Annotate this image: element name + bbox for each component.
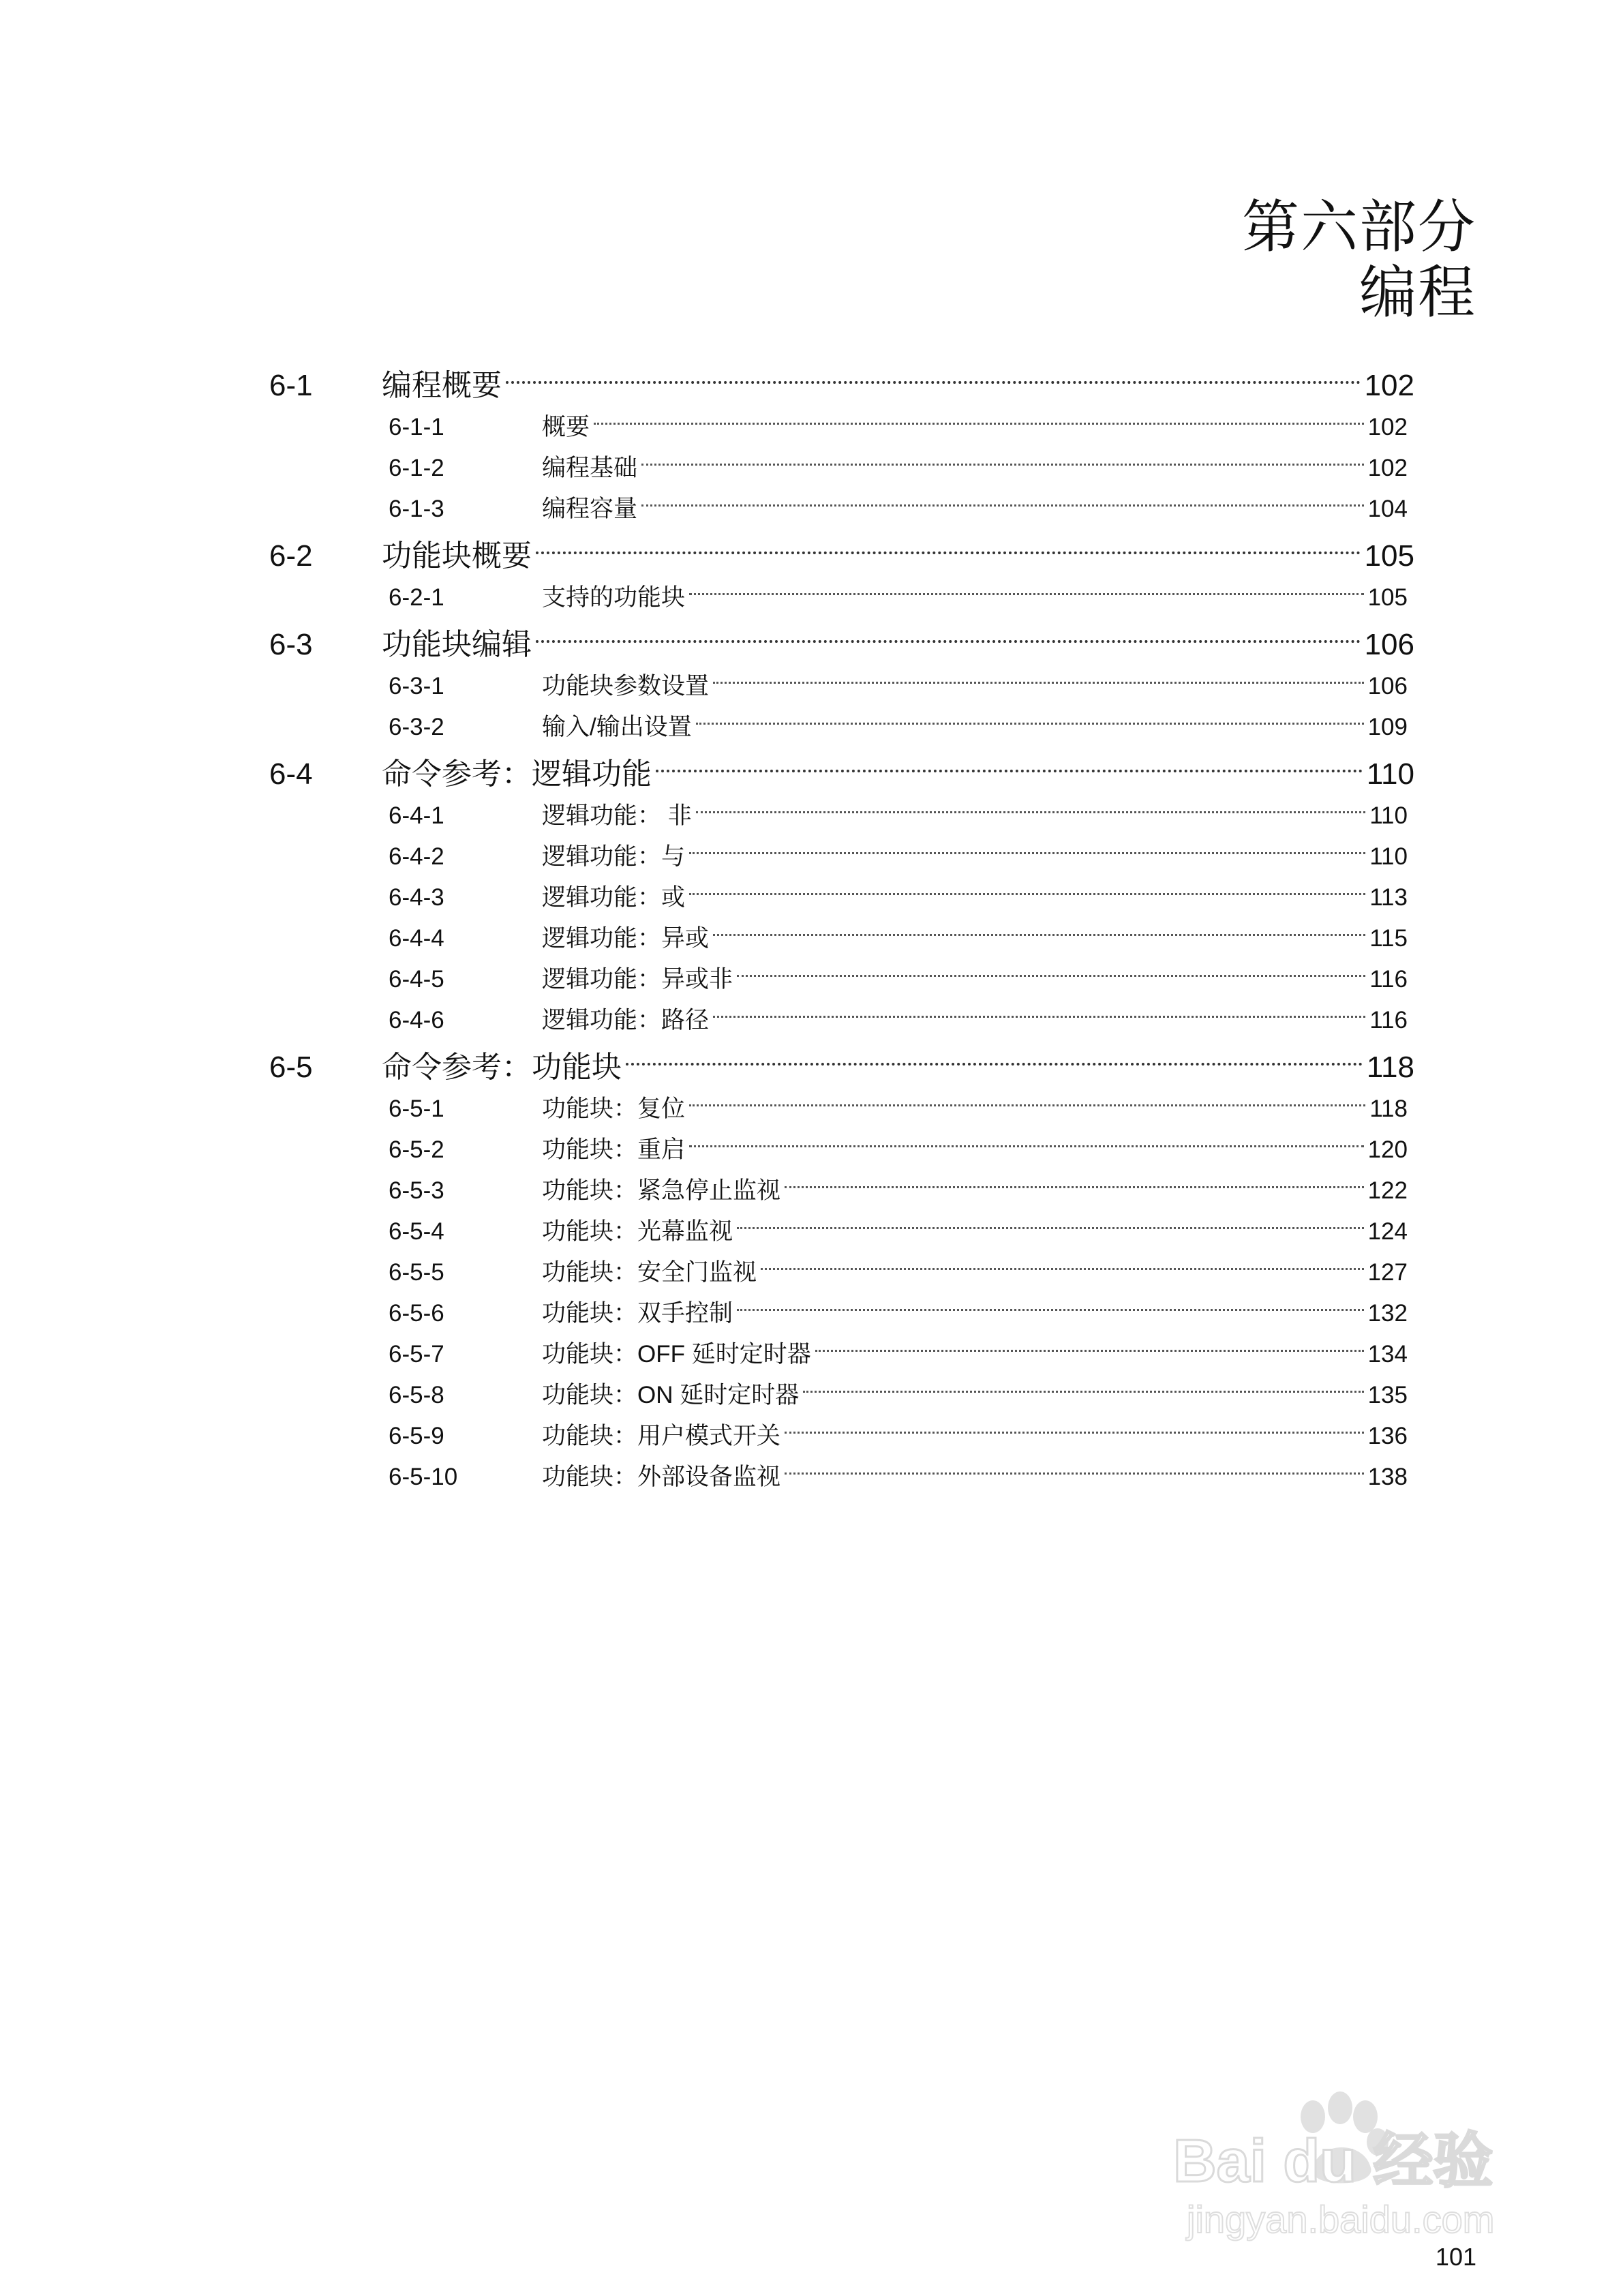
- section-page: 135: [1367, 1382, 1408, 1408]
- section-page: 102: [1367, 414, 1408, 440]
- section-page: 120: [1367, 1136, 1408, 1163]
- section-page: 110: [1369, 802, 1408, 829]
- leader-dots: [815, 1349, 1364, 1352]
- section-title: 逻辑功能：与: [542, 843, 686, 870]
- section-number: 6-5-4: [389, 1218, 444, 1245]
- toc-section[interactable]: [269, 1334, 1414, 1375]
- table-of-contents: [269, 365, 1414, 1498]
- toc-section[interactable]: [269, 836, 1414, 877]
- section-number: 6-5-9: [389, 1423, 444, 1449]
- section-page: 138: [1367, 1464, 1408, 1490]
- section-page: 136: [1367, 1423, 1408, 1449]
- toc-section[interactable]: [269, 1293, 1414, 1334]
- page-number: 101: [1435, 2243, 1476, 2271]
- leader-dots: [713, 681, 1364, 684]
- toc-section[interactable]: [269, 489, 1414, 530]
- toc-section[interactable]: [269, 1457, 1414, 1498]
- section-number: 6-4-1: [389, 802, 444, 829]
- toc-chapter[interactable]: [269, 1046, 1414, 1089]
- section-number: 6-5-8: [389, 1382, 444, 1408]
- section-page: 124: [1367, 1218, 1408, 1245]
- leader-dots: [737, 1226, 1364, 1229]
- toc-section[interactable]: [269, 1130, 1414, 1170]
- leader-dots: [785, 1431, 1364, 1434]
- watermark-url: jingyan.baidu.com: [1187, 2198, 1495, 2241]
- chapter-page: 105: [1364, 539, 1414, 573]
- toc-section[interactable]: [269, 707, 1414, 748]
- section-page: 109: [1367, 714, 1408, 740]
- chapter-title: 命令参考：逻辑功能: [382, 757, 652, 791]
- section-number: 6-2-1: [389, 584, 444, 611]
- toc-section[interactable]: [269, 577, 1414, 618]
- leader-dots: [689, 892, 1365, 895]
- chapter-page: 106: [1364, 628, 1414, 661]
- section-title: 功能块：安全门监视: [542, 1259, 757, 1286]
- section-page: 122: [1367, 1177, 1408, 1204]
- section-page: 116: [1369, 966, 1408, 993]
- section-page: 118: [1369, 1096, 1408, 1122]
- leader-dots: [689, 1145, 1364, 1147]
- section-number: 6-5-10: [389, 1464, 458, 1490]
- toc-section[interactable]: [269, 918, 1414, 959]
- section-page: 102: [1367, 455, 1408, 481]
- leader-dots: [713, 1015, 1365, 1018]
- toc-section[interactable]: [269, 666, 1414, 707]
- part-title-line1: 第六部分: [1241, 195, 1476, 259]
- section-page: 104: [1367, 496, 1408, 522]
- chapter-page: 110: [1366, 757, 1414, 791]
- section-number: 6-5-7: [389, 1341, 444, 1368]
- section-page: 105: [1367, 584, 1408, 611]
- leader-dots: [506, 380, 1361, 384]
- leader-dots: [689, 851, 1365, 854]
- section-page: 115: [1369, 925, 1408, 952]
- leader-dots: [536, 551, 1361, 554]
- section-page: 113: [1369, 884, 1408, 911]
- section-number: 6-1-2: [389, 455, 444, 481]
- leader-dots: [737, 974, 1365, 977]
- chapter-number: 6-4: [269, 757, 313, 791]
- chapter-title: 命令参考：功能块: [382, 1051, 622, 1084]
- section-title: 逻辑功能：异或非: [542, 966, 733, 993]
- section-title: 逻辑功能： 非: [542, 802, 692, 829]
- leader-dots: [785, 1185, 1364, 1188]
- section-title: 编程基础: [542, 455, 638, 481]
- leader-dots: [803, 1390, 1363, 1393]
- section-number: 6-3-1: [389, 673, 444, 699]
- section-page: 127: [1367, 1259, 1408, 1286]
- section-number: 6-4-4: [389, 925, 444, 952]
- chapter-page: 118: [1366, 1051, 1414, 1084]
- section-number: 6-1-1: [389, 414, 444, 440]
- section-number: 6-5-6: [389, 1300, 444, 1327]
- section-title: 输入/输出设置: [542, 714, 692, 740]
- leader-dots: [696, 811, 1365, 813]
- section-page: 106: [1367, 673, 1408, 699]
- leader-dots: [737, 1308, 1364, 1311]
- leader-dots: [713, 933, 1365, 936]
- section-title: 概要: [542, 414, 590, 440]
- toc-section[interactable]: [269, 1170, 1414, 1211]
- toc-section[interactable]: [269, 1252, 1414, 1293]
- section-title: 功能块：复位: [542, 1096, 686, 1122]
- leader-dots: [656, 769, 1363, 772]
- section-number: 6-5-3: [389, 1177, 444, 1204]
- section-title: 功能块：紧急停止监视: [542, 1177, 781, 1204]
- toc-section[interactable]: [269, 796, 1414, 836]
- section-title: 功能块：ON 延时定时器: [542, 1382, 800, 1408]
- leader-dots: [536, 639, 1361, 643]
- section-number: 6-4-5: [389, 966, 444, 993]
- chapter-number: 6-1: [269, 369, 313, 402]
- baidu-watermark: [1159, 2086, 1541, 2250]
- section-title: 功能块：OFF 延时定时器: [542, 1341, 811, 1368]
- toc-chapter[interactable]: [269, 753, 1414, 796]
- leader-dots: [761, 1267, 1364, 1270]
- leader-dots: [689, 592, 1364, 595]
- section-title: 功能块：双手控制: [542, 1300, 733, 1327]
- section-number: 6-1-3: [389, 496, 444, 522]
- section-page: 134: [1367, 1341, 1408, 1368]
- section-title: 编程容量: [542, 496, 638, 522]
- section-page: 116: [1369, 1007, 1408, 1033]
- chapter-title: 功能块编辑: [382, 628, 532, 661]
- leader-dots: [641, 463, 1364, 466]
- section-number: 6-5-2: [389, 1136, 444, 1163]
- toc-section[interactable]: [269, 877, 1414, 918]
- toc-section[interactable]: [269, 1375, 1414, 1416]
- section-title: 支持的功能块: [542, 584, 686, 611]
- chapter-number: 6-2: [269, 539, 313, 573]
- leader-dots: [785, 1472, 1364, 1475]
- part-title-line2: 编程: [1359, 260, 1476, 324]
- leader-dots: [696, 722, 1364, 725]
- leader-dots: [594, 422, 1364, 425]
- section-number: 6-5-1: [389, 1096, 444, 1122]
- toc-section[interactable]: [269, 959, 1414, 1000]
- section-number: 6-4-3: [389, 884, 444, 911]
- toc-section[interactable]: [269, 407, 1414, 448]
- section-number: 6-3-2: [389, 714, 444, 740]
- section-title: 逻辑功能：或: [542, 884, 686, 911]
- toc-section[interactable]: [269, 1089, 1414, 1130]
- section-title: 功能块：外部设备监视: [542, 1464, 781, 1490]
- leader-dots: [641, 504, 1364, 507]
- part-title: [1242, 194, 1476, 325]
- section-title: 功能块：用户模式开关: [542, 1423, 781, 1449]
- section-page: 132: [1367, 1300, 1408, 1327]
- section-title: 功能块参数设置: [542, 673, 710, 699]
- toc-chapter[interactable]: [269, 365, 1414, 407]
- chapter-title: 编程概要: [382, 369, 502, 402]
- section-number: 6-4-2: [389, 843, 444, 870]
- toc-chapter[interactable]: [269, 624, 1414, 666]
- toc-section[interactable]: [269, 1416, 1414, 1457]
- chapter-page: 102: [1364, 369, 1414, 402]
- section-number: 6-5-5: [389, 1259, 444, 1286]
- section-title: 逻辑功能：异或: [542, 925, 710, 952]
- chapter-title: 功能块概要: [382, 539, 532, 573]
- toc-chapter[interactable]: [269, 535, 1414, 577]
- leader-dots: [626, 1062, 1363, 1066]
- section-title: 功能块：重启: [542, 1136, 686, 1163]
- section-title: 逻辑功能：路径: [542, 1007, 710, 1033]
- section-title: 功能块：光幕监视: [542, 1218, 733, 1245]
- chapter-number: 6-5: [269, 1051, 313, 1084]
- section-number: 6-4-6: [389, 1007, 444, 1033]
- section-page: 110: [1369, 843, 1408, 870]
- chapter-number: 6-3: [269, 628, 313, 661]
- toc-section[interactable]: [269, 448, 1414, 489]
- toc-section[interactable]: [269, 1000, 1414, 1041]
- watermark-brand: Bai du 经验: [1173, 2127, 1493, 2194]
- toc-section[interactable]: [269, 1211, 1414, 1252]
- leader-dots: [689, 1104, 1365, 1106]
